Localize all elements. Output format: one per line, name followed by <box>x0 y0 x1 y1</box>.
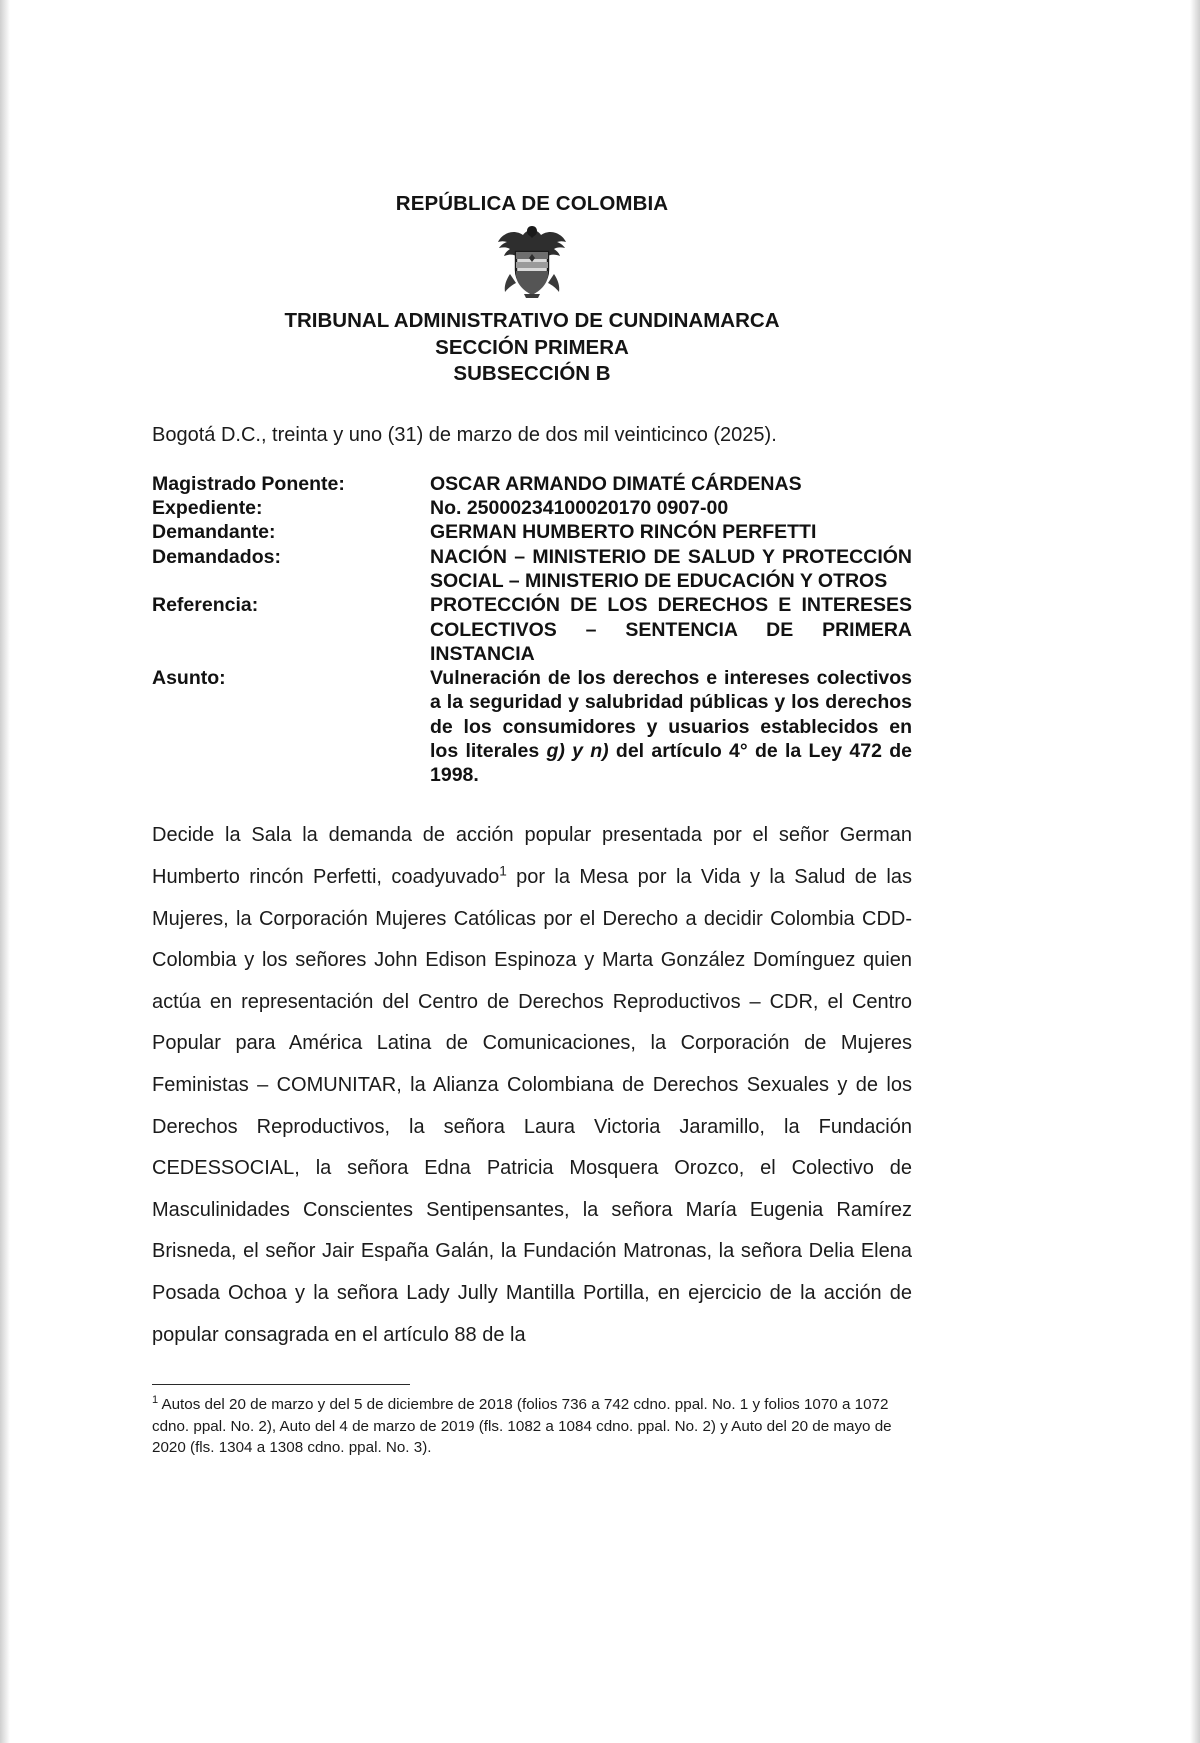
meta-row-demandante <box>152 520 912 544</box>
court-subsection-line: SUBSECCIÓN B <box>453 362 611 386</box>
asunto-text-end: del artículo 4° de la Ley 472 de 1998. <box>430 739 912 787</box>
asunto-text-start: Vulneración de los derechos e intereses colectivos a la seguridad y salubridad públicas y los derechos de los consumidores y usuarios establecidos en los literales <box>430 667 912 762</box>
expediente-value: No. 25000234100020170 0907-00 <box>430 497 729 520</box>
footnote-separator-rule <box>152 1384 410 1385</box>
court-name-line: TRIBUNAL ADMINISTRATIVO DE CUNDINAMARCA <box>284 309 780 332</box>
date-line: Bogotá D.C., treinta y uno (31) de marzo de dos mil veinticinco (2025). <box>152 423 777 446</box>
expediente-label: Expediente: <box>152 497 263 520</box>
footnote-reference-marker: 1 <box>499 863 507 879</box>
footnote-number: 1 <box>152 1393 159 1406</box>
demandados-value: NACIÓN – MINISTERIO DE SALUD Y PROTECCIÓN SOCIAL – MINISTERIO DE EDUCACIÓN Y OTROS <box>430 545 912 592</box>
republic-title: REPÚBLICA DE COLOMBIA <box>395 192 669 215</box>
magistrado-label: Magistrado Ponente: <box>152 472 345 495</box>
demandante-label: Demandante: <box>152 521 276 544</box>
meta-row-expediente <box>152 496 912 520</box>
asunto-value <box>430 666 912 787</box>
asunto-label: Asunto: <box>152 667 226 690</box>
meta-row-asunto <box>152 666 912 787</box>
meta-row-referencia <box>152 593 912 666</box>
colombia-coat-of-arms-icon <box>486 224 578 298</box>
paragraph-text-end: por la Mesa por la Vida y la Salud de las Mujeres, la Corporación Mujeres Católicas por el Derecho a decidir Colombia CDD- Colombia y los señores John Edison Espinoza y Marta González Domínguez quien actúa en representación del Centro de Derechos Reproductivos – CDR, el Centro Popular para América Latina de Comunicaciones, la Corporación de Mujeres Feministas – COMUNITAR, la Alianza Colombiana de Derechos Sexuales y de los Derechos Reproductivos, la señora Laura Victoria Jaramillo, la Fundación CEDESSOCIAL, la señora Edna Patricia Mosquera Orozco, el Colectivo de Masculinidades Conscientes Sentipensantes, la señora María Eugenia Ramírez Brisneda, el señor Jair España Galán, la Fundación Matronas, la señora Delia Elena Posada Ochoa y la señora Lady Jully Mantilla Portilla, en ejercicio de la acción de popular consagrada en el artículo 88 de la <box>152 865 912 1346</box>
court-title-block <box>152 308 912 388</box>
asunto-literales-italic: g) y n) <box>546 739 609 762</box>
meta-row-demandados <box>152 545 912 594</box>
document-content <box>152 0 912 1356</box>
court-section-line: SECCIÓN PRIMERA <box>435 335 629 359</box>
magistrado-value: OSCAR ARMANDO DIMATÉ CÁRDENAS <box>430 472 802 495</box>
meta-row-magistrado <box>152 472 912 496</box>
paragraph-text-start: Decide la Sala la demanda de acción popular presentada por el señor German Humberto rincón Perfetti, coadyuvado <box>152 824 912 888</box>
demandante-value: GERMAN HUMBERTO RINCÓN PERFETTI <box>430 521 817 544</box>
referencia-label: Referencia: <box>152 594 259 617</box>
opening-paragraph <box>152 815 912 1356</box>
referencia-value: PROTECCIÓN DE LOS DERECHOS E INTERESES COLECTIVOS – SENTENCIA DE PRIMERA INSTANCIA <box>430 594 912 665</box>
demandados-label: Demandados: <box>152 545 281 568</box>
case-metadata-table <box>152 472 912 787</box>
footnote-text <box>152 1394 927 1459</box>
footnote-area <box>152 1384 927 1459</box>
footnote-body: Autos del 20 de marzo y del 5 de diciembre de 2018 (folios 736 a 742 cdno. ppal. No. 1 y folios 1070 a 1072 cdno. ppal. No. 2), Auto del 4 de marzo de 2019 (fls. 1082 a 1084 cdno. ppal. No. 2) y Auto del 20 de mayo de 2020 (fls. 1304 a 1308 cdno. ppal. No. 3). <box>152 1396 892 1457</box>
